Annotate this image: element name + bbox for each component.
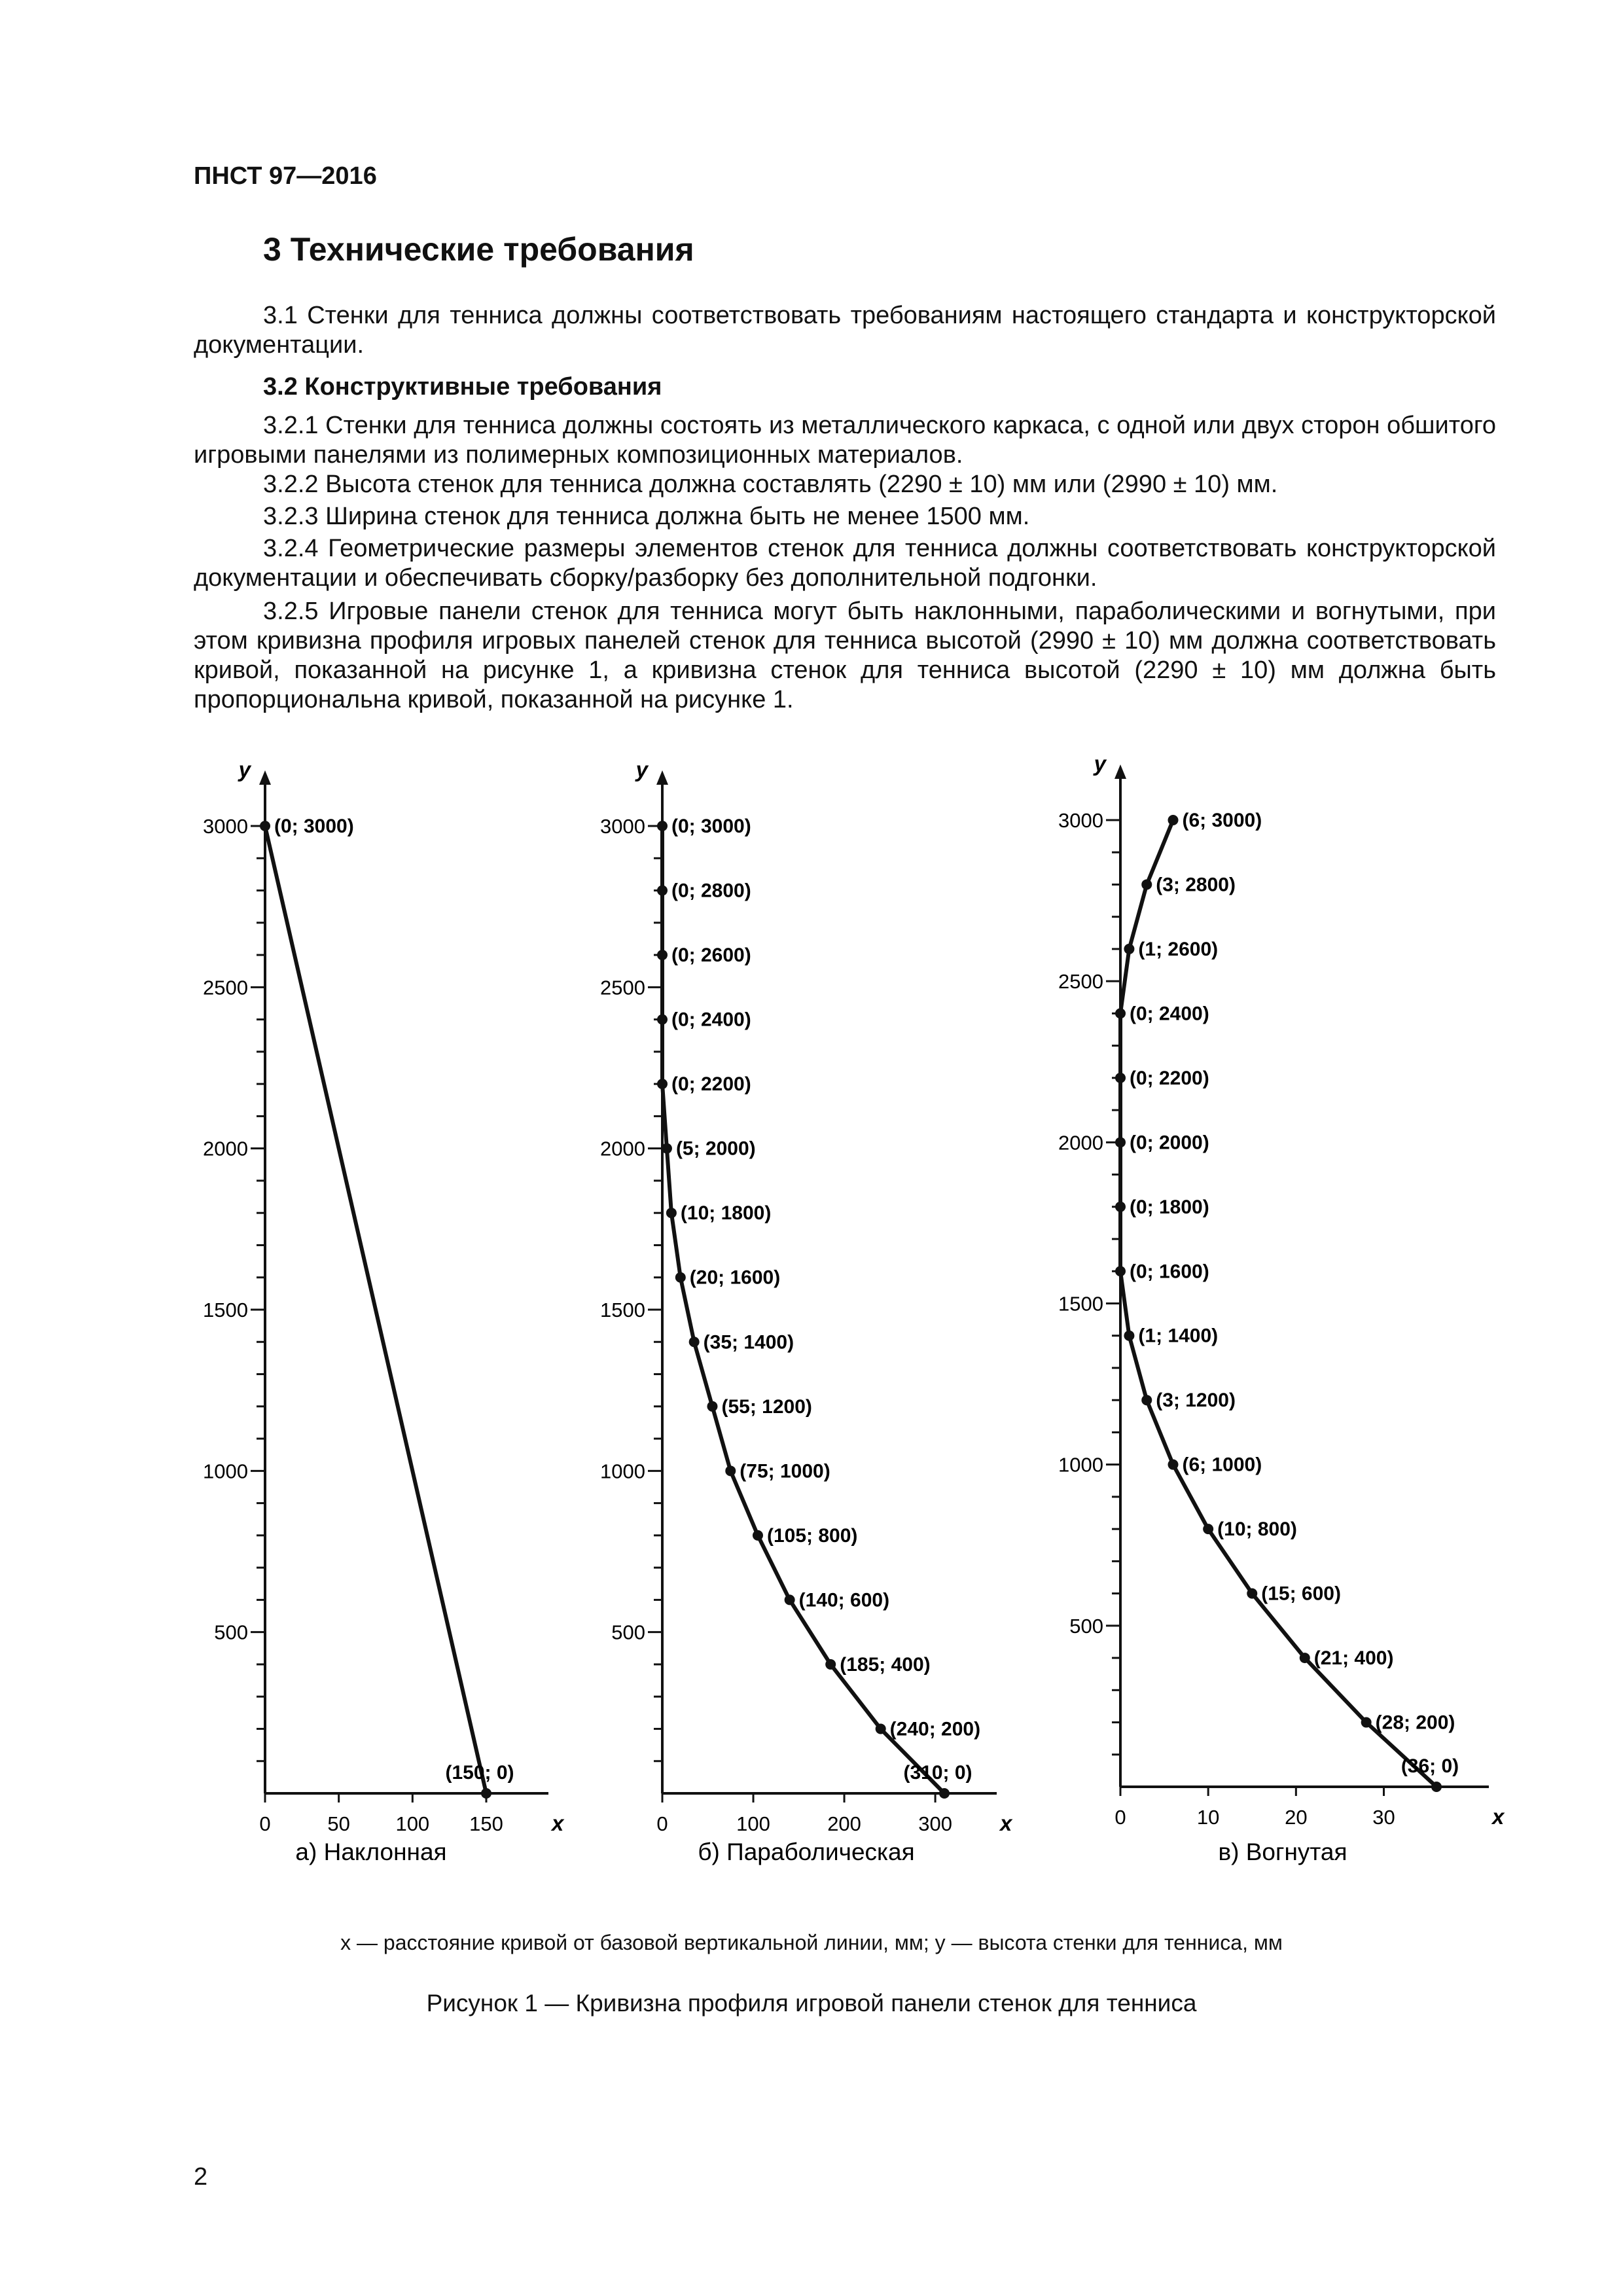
y-tick-label: 1500 <box>203 1299 248 1321</box>
data-label: (36; 0) <box>1400 1755 1459 1777</box>
data-label: (0; 2400) <box>671 1009 751 1031</box>
y-tick-label: 1000 <box>1058 1453 1103 1477</box>
data-label: (20; 1600) <box>689 1266 781 1289</box>
y-tick-label: 2500 <box>600 976 645 999</box>
data-point <box>1115 1266 1126 1276</box>
y-axis-label: y <box>635 757 648 781</box>
data-point <box>657 821 668 831</box>
data-label: (10; 800) <box>1217 1518 1297 1541</box>
data-point <box>825 1659 836 1670</box>
data-label: (0; 2000) <box>1130 1132 1209 1154</box>
x-tick-label: 50 <box>327 1812 350 1835</box>
y-tick-label: 2000 <box>1058 1131 1103 1155</box>
data-point <box>707 1401 717 1412</box>
paragraph-3-1: 3.1 Стенки для тенниса должны соответствовать требованиям настоящего стандарта и конструкторской документации. <box>194 302 1496 359</box>
y-tick-label: 1000 <box>203 1460 248 1483</box>
data-point <box>657 950 668 960</box>
x-axis-label: x <box>552 1811 564 1835</box>
y-tick-label: 2000 <box>203 1137 248 1160</box>
x-axis-label: x <box>1492 1804 1505 1829</box>
paragraph-3-2-5: 3.2.5 Игровые панели стенок для тенниса могут быть наклонными, параболическими и вогнутыми, при этом кривизна профиля игровых панелей стенок для тенниса высотой (2990 ± 10) мм должна соответствовать кривой, показанной на рисунке 1, а кривизна стенок для тенниса высотой (2290 ± 10) мм должна быть пропорциональна кривой, показанной на рисунке 1. <box>194 598 1496 713</box>
data-point <box>753 1530 763 1541</box>
data-label: (0; 3000) <box>671 816 751 837</box>
paragraph-3-2-3: 3.2.3 Ширина стенок для тенниса должна быть не менее 1500 мм. <box>263 503 1030 530</box>
x-tick-label: 30 <box>1372 1806 1395 1829</box>
data-label: (140; 600) <box>798 1589 890 1611</box>
data-point <box>657 1079 668 1089</box>
data-point <box>1115 1008 1126 1018</box>
data-label: (240; 200) <box>889 1718 981 1740</box>
x-tick-label: 0 <box>1115 1806 1126 1829</box>
figure-footnote: x — расстояние кривой от базовой вертикальной линии, мм; y — высота стенки для тенниса, мм <box>340 1931 1283 1954</box>
x-tick-label: 100 <box>736 1812 770 1835</box>
data-label: (28; 200) <box>1375 1712 1455 1734</box>
data-point <box>1115 1073 1126 1083</box>
profile-curve <box>1120 820 1436 1787</box>
section-title: 3 Технические требования <box>263 231 694 268</box>
subplot-title: а) Наклонная <box>295 1839 447 1865</box>
y-tick-label: 3000 <box>1058 809 1103 832</box>
document-header: ПНСТ 97—2016 <box>194 162 377 190</box>
figure-caption: Рисунок 1 — Кривизна профиля игровой панели стенок для тенниса <box>426 1990 1197 2017</box>
data-label: (3; 1200) <box>1156 1390 1236 1412</box>
y-tick-label: 3000 <box>203 815 248 838</box>
x-tick-label: 20 <box>1285 1806 1308 1829</box>
data-label: (310; 0) <box>903 1762 972 1784</box>
data-point <box>666 1208 677 1218</box>
y-axis-label: y <box>238 757 251 781</box>
page-number: 2 <box>194 2163 208 2191</box>
data-point <box>1203 1524 1213 1534</box>
data-label: (3; 2800) <box>1156 874 1236 896</box>
profile-curve <box>662 826 944 1793</box>
data-point <box>1115 1202 1126 1212</box>
data-label: (35; 1400) <box>703 1331 794 1354</box>
subsection-heading-3-2: 3.2 Конструктивные требования <box>263 373 662 401</box>
paragraph-3-2-2: 3.2.2 Высота стенок для тенниса должна составлять (2290 ± 10) мм или (2990 ± 10) мм. <box>263 471 1278 498</box>
data-point <box>1115 1137 1126 1147</box>
y-tick-label: 3000 <box>600 815 645 838</box>
data-label: (150; 0) <box>445 1762 514 1784</box>
y-tick-label: 1000 <box>600 1460 645 1483</box>
data-label: (0; 2600) <box>671 944 751 967</box>
data-label: (5; 2000) <box>675 1138 756 1160</box>
y-axis-label: y <box>1094 751 1106 776</box>
data-label: (0; 2800) <box>671 880 751 902</box>
subplot-title: в) Вогнутая <box>1218 1839 1347 1865</box>
data-point <box>657 886 668 896</box>
x-tick-label: 200 <box>827 1812 861 1835</box>
data-label: (1; 1400) <box>1138 1325 1219 1347</box>
data-label: (0; 1600) <box>1130 1261 1209 1283</box>
y-tick-label: 2500 <box>203 976 248 999</box>
data-point <box>1431 1782 1442 1792</box>
y-tick-label: 500 <box>214 1621 248 1644</box>
data-label: (185; 400) <box>840 1653 931 1676</box>
data-point <box>657 1014 668 1025</box>
data-point <box>1168 815 1179 825</box>
y-tick-label: 2500 <box>1058 970 1103 994</box>
data-point <box>1141 1395 1152 1405</box>
data-point <box>689 1336 700 1347</box>
data-label: (105; 800) <box>766 1524 858 1547</box>
y-tick-label: 500 <box>611 1621 645 1644</box>
data-label: (55; 1200) <box>721 1395 812 1418</box>
data-point <box>1300 1653 1310 1663</box>
data-label: (75; 1000) <box>740 1460 830 1482</box>
data-point <box>260 821 270 831</box>
x-tick-label: 0 <box>656 1812 668 1835</box>
y-tick-label: 2000 <box>600 1137 645 1160</box>
data-label: (0; 2200) <box>1130 1067 1209 1089</box>
x-axis-label: x <box>1000 1811 1012 1835</box>
data-point <box>1124 1331 1134 1341</box>
data-label: (1; 2600) <box>1138 938 1219 960</box>
data-label: (6; 3000) <box>1182 810 1262 831</box>
x-tick-label: 10 <box>1196 1806 1220 1829</box>
y-axis-arrow-icon <box>259 770 271 785</box>
data-point <box>481 1788 491 1799</box>
y-tick-label: 500 <box>1069 1614 1103 1638</box>
data-label: (15; 600) <box>1261 1583 1341 1605</box>
y-axis-arrow-icon <box>1115 764 1126 779</box>
data-point <box>675 1272 686 1283</box>
paragraph-3-2-4: 3.2.4 Геометрические размеры элементов стенок для тенниса должны соответствовать конструкторской документации и обеспечивать сборку/разборку без дополнительной подгонки. <box>194 535 1496 592</box>
data-label: (21; 400) <box>1313 1647 1394 1670</box>
data-point <box>725 1465 736 1476</box>
data-point <box>1124 944 1134 954</box>
x-tick-label: 150 <box>469 1812 503 1835</box>
data-point <box>876 1723 886 1734</box>
data-label: (10; 1800) <box>680 1202 772 1225</box>
profile-curve <box>265 826 486 1793</box>
data-label: (0; 3000) <box>274 816 354 837</box>
data-point <box>662 1143 672 1154</box>
data-point <box>785 1594 795 1605</box>
data-point <box>1247 1588 1257 1599</box>
x-tick-label: 0 <box>259 1812 271 1835</box>
y-tick-label: 1500 <box>600 1299 645 1321</box>
paragraph-3-2-1: 3.2.1 Стенки для тенниса должны состоять из металлического каркаса, с одной или двух сторон обшитого игровыми панелями из полимерных композиционных материалов. <box>194 412 1496 469</box>
data-label: (6; 1000) <box>1182 1454 1262 1476</box>
data-point <box>1168 1460 1179 1470</box>
y-tick-label: 1500 <box>1058 1292 1103 1316</box>
data-point <box>1361 1717 1372 1728</box>
data-label: (0; 2200) <box>671 1073 751 1096</box>
data-label: (0; 2400) <box>1130 1003 1209 1025</box>
x-tick-label: 300 <box>918 1812 952 1835</box>
y-axis-arrow-icon <box>656 770 668 785</box>
data-point <box>939 1788 950 1799</box>
x-tick-label: 100 <box>395 1812 430 1835</box>
data-point <box>1141 879 1152 889</box>
data-label: (0; 1800) <box>1130 1196 1209 1218</box>
subplot-title: б) Параболическая <box>698 1839 915 1865</box>
